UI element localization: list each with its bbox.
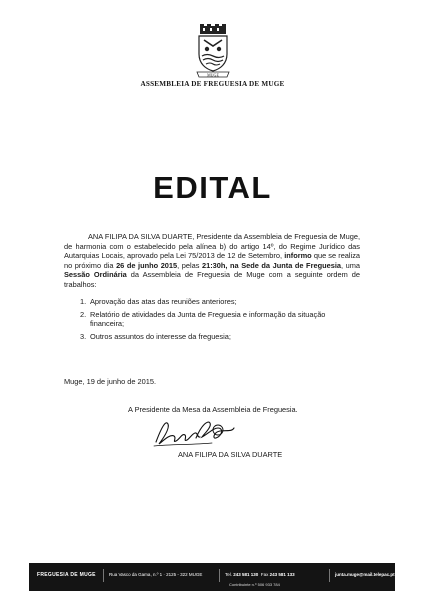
agenda-item-text: Relatório de atividades da Junta de Freguesia e informação da situação financeira; — [90, 309, 326, 329]
agenda-item — [64, 297, 360, 307]
footer-divider — [219, 569, 220, 582]
coat-of-arms-icon — [193, 24, 233, 80]
crest-motto: MUGE — [207, 72, 219, 78]
intro-paragraph: ANA FILIPA DA SILVA DUARTE, Presidente da Assembleia de Freguesia de Muge, de harmonia com o estabelecido pela alínea b) do artigo 14º, do Regime Jurídico das Autarquias Locais, aprovado pela Lei 75/2013 de 12 de Setembro, informo que se realiza no próximo dia 26 de junho 2015, pelas 21:30h, na Sede da Junta de Freguesia, uma Sessão Ordinária da Assembleia de Freguesia de Muge com a seguinte ordem de trabalhos: — [64, 232, 361, 289]
signer-name: ANA FILIPA DA SILVA DUARTE — [178, 450, 283, 459]
agenda-item — [64, 332, 360, 342]
footer-tax-number: Contribuinte n.º 506 933 784 — [229, 582, 280, 587]
signatory-title: A Presidente da Mesa da Assembleia de Freguesia. — [128, 405, 298, 414]
agenda-item — [64, 310, 360, 329]
footer-phone: Tel. 243 581 130 Fax 243 581 133 — [225, 572, 295, 577]
agenda-item-number: 1. — [80, 297, 87, 306]
place-date: Muge, 19 de junho de 2015. — [64, 377, 157, 386]
agenda-item-number: 2. — [80, 309, 87, 319]
agenda-list — [64, 297, 360, 344]
signature-icon — [152, 416, 238, 450]
agenda-item-text: Outros assuntos do interesse da freguesia; — [90, 331, 231, 341]
agenda-item-text: Aprovação das atas das reuniões anteriores; — [90, 297, 237, 306]
footer-bar — [29, 563, 395, 591]
footer-org-name: FREGUESIA DE MUGE — [37, 572, 96, 578]
footer-divider — [103, 569, 104, 582]
document-title: EDITAL — [153, 170, 272, 205]
footer-divider — [329, 569, 330, 582]
agenda-item-number: 3. — [80, 331, 87, 341]
organization-name: ASSEMBLEIA DE FREGUESIA DE MUGE — [140, 80, 285, 88]
footer-address: Rua Vasco da Gama, n.º 1 · 2125 - 322 MUGE — [109, 572, 203, 577]
footer-email[interactable]: junta.muge@mail.telepac.pt — [335, 572, 395, 577]
